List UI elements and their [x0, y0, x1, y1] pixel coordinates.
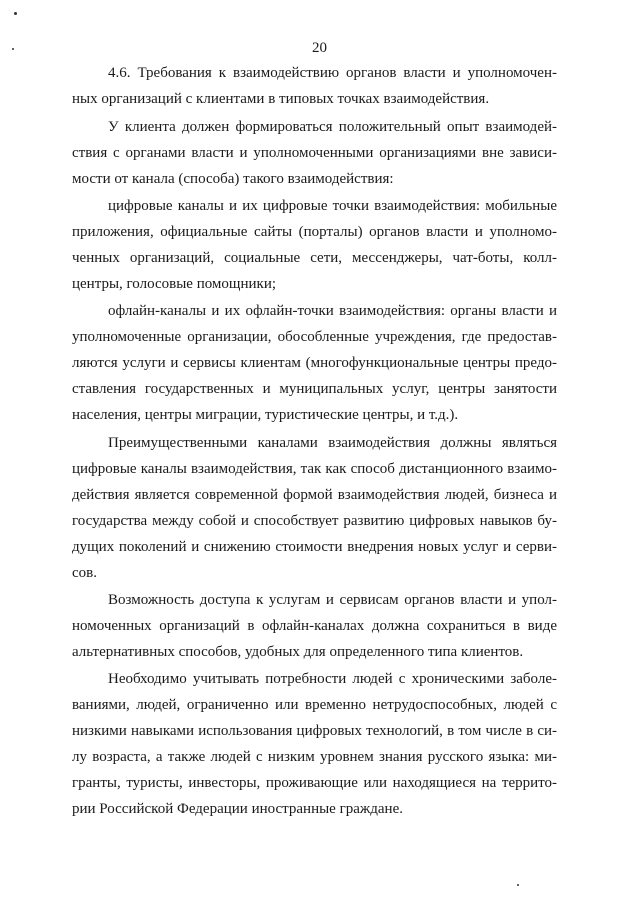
text-line: ствия с органами власти и уполномоченными организациями вне зависи- [72, 145, 557, 161]
text-line: населения, центры миграции, туристические центры, и т.д.). [72, 407, 459, 423]
text-line: ставления государственных и муниципальных услуг, центры занятости [72, 381, 557, 397]
text-line: альтернативных способов, удобных для определенного типа клиентов. [72, 644, 524, 660]
scan-speck [14, 12, 17, 15]
text-line: сов. [72, 565, 97, 581]
text-line: Возможность доступа к услугам и сервисам органов власти и упол- [108, 592, 557, 608]
text-line: мости от канала (способа) такого взаимодействия: [72, 171, 394, 187]
scan-speck [517, 884, 519, 886]
text-line: государства между собой и способствует развитию цифровых навыков бу- [72, 513, 557, 529]
text-line: У клиента должен формироваться положительный опыт взаимодей- [108, 119, 557, 135]
text-line: центры, голосовые помощники; [72, 276, 277, 292]
text-line: дущих поколений и снижению стоимости внедрения новых услуг и серви- [72, 539, 557, 555]
text-line: номоченных организаций в офлайн-каналах должна сохраниться в виде [72, 618, 557, 634]
text-line: Преимущественными каналами взаимодействия должны являться [108, 435, 557, 451]
text-line: 4.6. Требования к взаимодействию органов власти и уполномочен- [108, 65, 557, 81]
text-line: рии Российской Федерации иностранные граждане. [72, 801, 403, 817]
text-line: низкими навыками использования цифровых технологий, в том числе в си- [72, 723, 557, 739]
text-line: действия является современной формой взаимодействия людей, бизнеса и [72, 487, 557, 503]
page-number: 20 [312, 40, 327, 56]
text-line: ваниями, людей, ограниченно или временно нетрудоспособных, людей с [72, 697, 557, 713]
text-line: приложения, официальные сайты (порталы) органов власти и уполномо- [72, 224, 557, 240]
scan-speck [12, 48, 14, 50]
text-line: уполномоченные организации, обособленные учреждения, где предостав- [72, 329, 557, 345]
text-line: Необходимо учитывать потребности людей с хроническими заболе- [108, 671, 557, 687]
text-line: гранты, туристы, инвесторы, проживающие или находящиеся на террито- [72, 775, 557, 791]
text-line: ченных организаций, социальные сети, мессенджеры, чат-боты, колл- [72, 250, 557, 266]
text-line: ных организаций с клиентами в типовых точках взаимодействия. [72, 91, 490, 107]
text-line: цифровые каналы взаимодействия, так как способ дистанционного взаимо- [72, 461, 557, 477]
text-line: цифровые каналы и их цифровые точки взаимодействия: мобильные [108, 198, 557, 214]
text-line: лу возраста, а также людей с низким уровнем знания русского языка: ми- [72, 749, 557, 765]
text-line: ляются услуги и сервисы клиентам (многофункциональные центры предо- [72, 355, 557, 371]
text-line: офлайн-каналы и их офлайн-точки взаимодействия: органы власти и [108, 303, 557, 319]
